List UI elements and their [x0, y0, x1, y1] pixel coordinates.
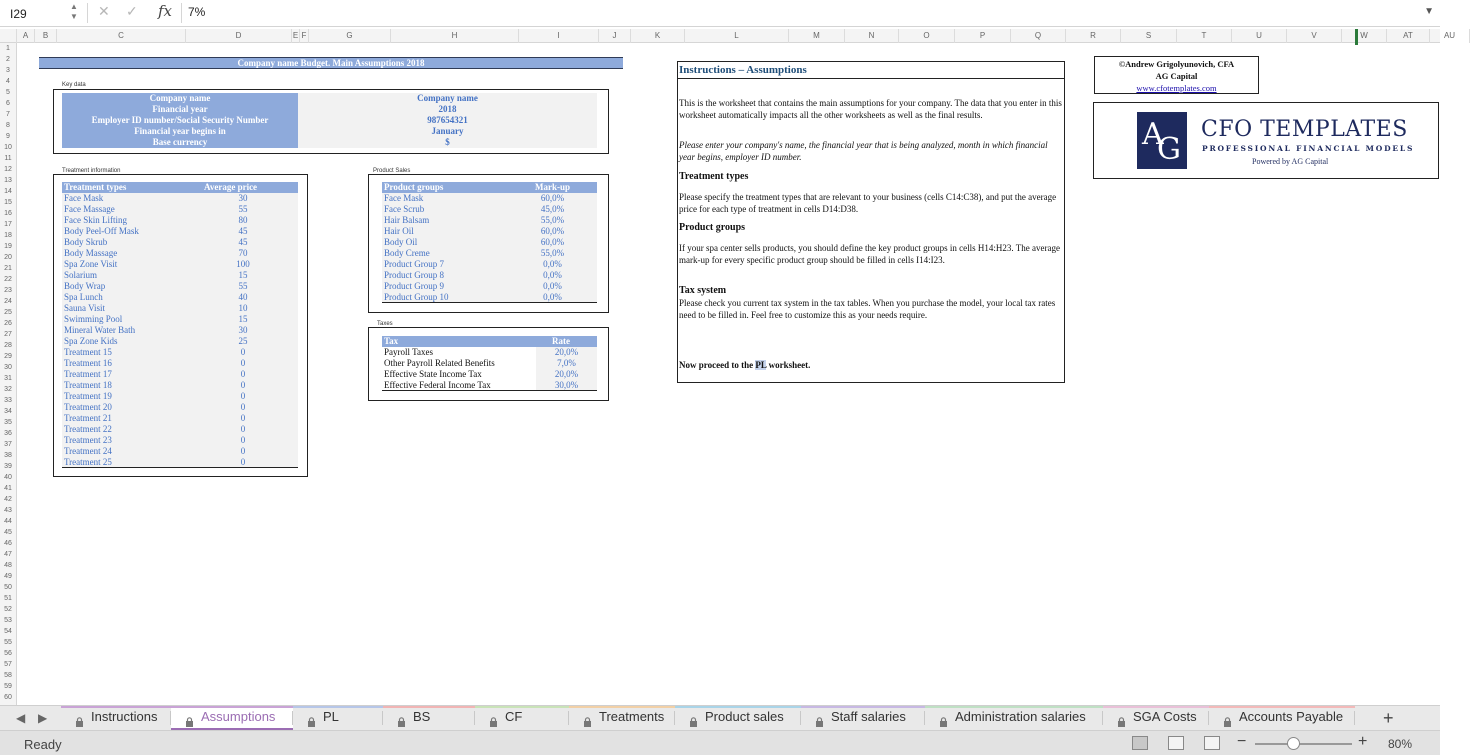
tab-prev-icon[interactable]: ◀: [16, 711, 26, 725]
tax-name-cell[interactable]: Effective State Income Tax: [384, 369, 482, 379]
col-rate: Rate: [552, 336, 570, 346]
product-markup-cell[interactable]: 0,0%: [508, 270, 597, 281]
product-group-cell[interactable]: Product Group 9: [382, 281, 508, 292]
treatment-price-cell[interactable]: 0: [188, 347, 298, 358]
column-header[interactable]: O: [899, 29, 955, 43]
row-header[interactable]: 53: [4, 617, 12, 624]
row-header[interactable]: 27: [4, 331, 12, 338]
row-header[interactable]: 7: [6, 111, 10, 118]
treatment-price-cell[interactable]: 0: [188, 391, 298, 402]
key-data-label-cell[interactable]: Company name: [62, 93, 298, 104]
treatment-price-cell[interactable]: 0: [188, 446, 298, 457]
heading-product-groups: Product groups: [679, 222, 746, 233]
zoom-slider[interactable]: [1255, 743, 1352, 745]
lock-icon: [1117, 712, 1126, 721]
treatment-type-cell[interactable]: Treatment 24: [62, 446, 188, 457]
treatment-price-cell[interactable]: 25: [188, 336, 298, 347]
treatment-price-cell[interactable]: 55: [188, 204, 298, 215]
column-headers: [0, 29, 1456, 43]
treatment-price-cell[interactable]: 0: [188, 402, 298, 413]
row-header[interactable]: 52: [4, 606, 12, 613]
row-header[interactable]: 58: [4, 672, 12, 679]
key-data-label-cell[interactable]: Financial year: [62, 104, 298, 115]
tab-color-stripe: [171, 706, 293, 708]
tax-rate-cell[interactable]: 20,0%: [536, 347, 597, 358]
row-header[interactable]: 12: [4, 166, 12, 173]
product-markup-cell[interactable]: 55,0%: [508, 248, 597, 259]
column-header[interactable]: B: [35, 29, 57, 43]
tab-label: PL: [323, 709, 339, 724]
row-header[interactable]: 16: [4, 210, 12, 217]
lock-icon: [307, 712, 316, 721]
column-header[interactable]: U: [1232, 29, 1287, 43]
product-markup-cell[interactable]: 45,0%: [508, 204, 597, 215]
row-header[interactable]: 41: [4, 485, 12, 492]
treatment-type-cell[interactable]: Treatment 19: [62, 391, 188, 402]
column-header[interactable]: F: [300, 29, 309, 43]
lock-icon: [815, 712, 824, 721]
row-header[interactable]: 35: [4, 419, 12, 426]
column-header[interactable]: R: [1066, 29, 1121, 43]
zoom-in-button[interactable]: +: [1358, 733, 1368, 750]
tax-rate-cell[interactable]: 7,0%: [536, 358, 597, 369]
taxes-label: Taxes: [377, 321, 393, 327]
tab-pl[interactable]: [293, 706, 383, 730]
sheet-title: Company name Budget. Main Assumptions 2018: [39, 57, 623, 69]
tab-accounts-payable[interactable]: [1209, 706, 1355, 730]
treatment-type-cell[interactable]: Spa Zone Visit: [62, 259, 188, 270]
treatment-price-cell[interactable]: 0: [188, 435, 298, 446]
product-group-cell[interactable]: Face Mask: [382, 193, 508, 204]
status-text: Ready: [24, 737, 62, 752]
treatment-type-cell[interactable]: Body Wrap: [62, 281, 188, 292]
product-label: Product Sales: [373, 168, 411, 174]
key-data-label-cell[interactable]: Employer ID number/Social Security Number: [62, 115, 298, 126]
tab-treatments[interactable]: [569, 706, 675, 730]
author-name: ©Andrew Grigolyunovich, CFA: [1118, 59, 1235, 69]
lock-icon: [583, 712, 592, 721]
treatment-price-cell[interactable]: 0: [188, 413, 298, 424]
row-header[interactable]: 29: [4, 353, 12, 360]
row-header[interactable]: 37: [4, 441, 12, 448]
instructions-p4: If your spa center sells products, you should define the key product groups in cells H14:H23. The average mark-up for every specific product group should be filled in cells I14:I23.: [679, 243, 1060, 265]
product-group-cell[interactable]: Face Scrub: [382, 204, 508, 215]
row-header[interactable]: 17: [4, 221, 12, 228]
row-header[interactable]: 19: [4, 243, 12, 250]
col-tax: Tax: [384, 336, 399, 346]
tab-instructions[interactable]: [61, 706, 171, 730]
heading-tax-system: Tax system: [679, 285, 727, 296]
row-header[interactable]: 1: [6, 45, 10, 52]
row-header[interactable]: 8: [6, 122, 10, 129]
tab-cf[interactable]: [475, 706, 569, 730]
column-header[interactable]: J: [599, 29, 631, 43]
tab-staff-salaries[interactable]: [801, 706, 925, 730]
tab-label: Product sales: [705, 709, 784, 724]
taxes-header: [382, 336, 597, 347]
proceed-text-end: worksheet.: [766, 360, 811, 370]
row-header[interactable]: 5: [6, 89, 10, 96]
row-header[interactable]: 25: [4, 309, 12, 316]
row-header[interactable]: 23: [4, 287, 12, 294]
instructions-p1: This is the worksheet that contains the main assumptions for your company. The data that you enter in this worksheet automatically impacts all the other worksheets as well as the final results.: [679, 98, 1062, 120]
column-header[interactable]: Q: [1011, 29, 1066, 43]
column-header[interactable]: K: [631, 29, 685, 43]
row-header[interactable]: 11: [4, 155, 12, 162]
page-layout-view-icon[interactable]: [1168, 736, 1184, 750]
tab-label: Treatments: [599, 709, 665, 724]
treatment-type-cell[interactable]: Spa Lunch: [62, 292, 188, 303]
lock-icon: [939, 712, 948, 721]
treatment-type-cell[interactable]: Body Skrub: [62, 237, 188, 248]
tab-color-stripe: [293, 706, 383, 708]
treatment-price-cell[interactable]: 30: [188, 193, 298, 204]
tab-color-stripe: [1209, 706, 1355, 708]
tab-color-stripe: [475, 706, 569, 708]
treatment-price-cell[interactable]: 0: [188, 457, 298, 468]
page-break-view-icon[interactable]: [1204, 736, 1220, 750]
row-header[interactable]: 46: [4, 540, 12, 547]
key-data-label: Key data: [62, 82, 86, 88]
column-header[interactable]: V: [1287, 29, 1342, 43]
row-header[interactable]: 49: [4, 573, 12, 580]
tab-color-stripe: [801, 706, 925, 708]
heading-treatment-types: Treatment types: [679, 171, 749, 182]
row-header[interactable]: 26: [4, 320, 12, 327]
treatment-price-cell[interactable]: 0: [188, 358, 298, 369]
treatment-price-cell[interactable]: 70: [188, 248, 298, 259]
column-header[interactable]: N: [845, 29, 899, 43]
row-header[interactable]: 60: [4, 694, 12, 701]
treatment-type-cell[interactable]: Treatment 22: [62, 424, 188, 435]
col-treatment-types: Treatment types: [64, 182, 127, 192]
treatment-type-cell[interactable]: Face Skin Lifting: [62, 215, 188, 226]
row-header[interactable]: 50: [4, 584, 12, 591]
treatment-type-cell[interactable]: Solarium: [62, 270, 188, 281]
formula-bar: [0, 0, 1440, 27]
divider: [181, 3, 182, 23]
tab-separator: [1354, 711, 1355, 725]
column-header[interactable]: D: [186, 29, 292, 43]
treatment-type-cell[interactable]: Body Peel-Off Mask: [62, 226, 188, 237]
treatment-type-cell[interactable]: Spa Zone Kids: [62, 336, 188, 347]
treatment-label: Treatment information: [62, 168, 121, 174]
treatment-price-cell[interactable]: 15: [188, 270, 298, 281]
treatment-price-cell[interactable]: 55: [188, 281, 298, 292]
tab-color-stripe: [1103, 706, 1209, 708]
column-header[interactable]: C: [57, 29, 186, 43]
tab-label: BS: [413, 709, 431, 724]
col-product-groups: Product groups: [384, 182, 444, 192]
row-header[interactable]: 21: [4, 265, 12, 272]
treatment-header: [62, 182, 298, 193]
tab-bs[interactable]: [383, 706, 475, 730]
key-data-value-cell[interactable]: Company name: [298, 93, 597, 104]
product-markup-cell[interactable]: 60,0%: [508, 237, 597, 248]
tab-next-icon[interactable]: ▶: [38, 711, 48, 725]
proceed-line: [679, 359, 1063, 371]
tab-label: Staff salaries: [831, 709, 906, 724]
key-data-value-cell[interactable]: 987654321: [298, 115, 597, 126]
logo-title: CFO TEMPLATES: [1201, 117, 1408, 142]
row-header[interactable]: 43: [4, 507, 12, 514]
treatment-type-cell[interactable]: Treatment 20: [62, 402, 188, 413]
row-header[interactable]: 40: [4, 474, 12, 481]
tab-label: Instructions: [91, 709, 158, 724]
row-header[interactable]: 20: [4, 254, 12, 261]
row-header[interactable]: 51: [4, 595, 12, 602]
tab-label: Administration salaries: [955, 709, 1086, 724]
treatment-type-cell[interactable]: Treatment 23: [62, 435, 188, 446]
tab-product-sales[interactable]: [675, 706, 801, 730]
name-box-stepper-icon[interactable]: ▲ ▼: [70, 2, 78, 21]
row-header[interactable]: 22: [4, 276, 12, 283]
treatment-type-cell[interactable]: Sauna Visit: [62, 303, 188, 314]
tab-color-stripe: [383, 706, 475, 708]
row-header[interactable]: 33: [4, 397, 12, 404]
product-header: [382, 182, 597, 193]
row-header[interactable]: 34: [4, 408, 12, 415]
tax-rate-cell[interactable]: 30,0%: [536, 380, 597, 391]
fx-icon[interactable]: fx: [158, 2, 173, 20]
treatment-price-cell[interactable]: 30: [188, 325, 298, 336]
treatment-price-cell[interactable]: 100: [188, 259, 298, 270]
product-markup-cell[interactable]: 60,0%: [508, 226, 597, 237]
tab-color-stripe: [569, 706, 675, 708]
tab-color-stripe: [61, 706, 171, 708]
tax-name-cell[interactable]: Payroll Taxes: [384, 347, 433, 357]
logo-subtitle: PROFESSIONAL FINANCIAL MODELS: [1202, 144, 1415, 153]
key-data-value-cell[interactable]: January: [298, 126, 597, 137]
sheet-tab-bar: [0, 705, 1440, 730]
row-header[interactable]: 59: [4, 683, 12, 690]
tax-name-cell[interactable]: Effective Federal Income Tax: [382, 380, 536, 391]
row-header[interactable]: 24: [4, 298, 12, 305]
logo-powered-by: Powered by AG Capital: [1252, 157, 1329, 166]
row-header[interactable]: 28: [4, 342, 12, 349]
lock-icon: [1223, 712, 1232, 721]
key-data-value-cell[interactable]: $: [298, 137, 597, 148]
instructions-box: [677, 61, 1065, 383]
row-header[interactable]: 18: [4, 232, 12, 239]
column-header[interactable]: L: [685, 29, 789, 43]
logo-letter-a: A: [1142, 117, 1164, 152]
row-header[interactable]: 15: [4, 199, 12, 206]
row-header[interactable]: 4: [6, 78, 10, 85]
website-link[interactable]: www.cfotemplates.com: [1136, 83, 1217, 93]
key-data-label-cell[interactable]: Financial year begins in: [62, 126, 298, 137]
row-header[interactable]: 57: [4, 661, 12, 668]
treatment-type-cell[interactable]: Treatment 18: [62, 380, 188, 391]
column-header[interactable]: E: [292, 29, 300, 43]
status-bar: [0, 730, 1440, 755]
treatment-type-cell[interactable]: Face Mask: [62, 193, 188, 204]
treatment-type-cell[interactable]: Treatment 25: [62, 457, 188, 468]
product-markup-cell[interactable]: 0,0%: [508, 292, 597, 303]
column-header[interactable]: W: [1342, 29, 1387, 43]
key-data-label-cell[interactable]: Base currency: [62, 137, 298, 148]
row-header[interactable]: 45: [4, 529, 12, 536]
treatment-price-cell[interactable]: 0: [188, 380, 298, 391]
col-markup: Mark-up: [535, 182, 571, 192]
row-header[interactable]: 47: [4, 551, 12, 558]
treatment-price-cell[interactable]: 0: [188, 369, 298, 380]
zoom-slider-thumb[interactable]: [1287, 737, 1300, 750]
divider: [678, 78, 1064, 79]
row-header[interactable]: 48: [4, 562, 12, 569]
tab-label: CF: [505, 709, 523, 724]
product-group-cell[interactable]: Product Group 10: [382, 292, 508, 303]
normal-view-icon[interactable]: [1132, 736, 1148, 750]
row-header[interactable]: 10: [4, 144, 12, 151]
column-header[interactable]: AU: [1430, 29, 1470, 43]
zoom-out-button[interactable]: −: [1237, 733, 1247, 750]
treatment-type-cell[interactable]: Treatment 16: [62, 358, 188, 369]
lock-icon: [185, 712, 194, 721]
product-markup-cell[interactable]: 60,0%: [508, 193, 597, 204]
treatment-type-cell[interactable]: Swimming Pool: [62, 314, 188, 325]
row-header[interactable]: 44: [4, 518, 12, 525]
tax-name-cell[interactable]: Other Payroll Related Benefits: [384, 358, 495, 368]
treatment-price-cell[interactable]: 15: [188, 314, 298, 325]
column-header[interactable]: H: [391, 29, 519, 43]
instructions-p2: Please enter your company's name, the financial year that is being analyzed, month in which financial year begins, employer ID number.: [679, 140, 1048, 162]
tab-label: Assumptions: [201, 709, 276, 724]
row-header[interactable]: 31: [4, 375, 12, 382]
company-name: AG Capital: [1155, 71, 1198, 81]
tab-color-stripe: [675, 706, 801, 708]
treatment-type-cell[interactable]: Mineral Water Bath: [62, 325, 188, 336]
instructions-title: Instructions – Assumptions: [679, 64, 807, 76]
lock-icon: [75, 712, 84, 721]
row-header[interactable]: 6: [6, 100, 10, 107]
lock-icon: [689, 712, 698, 721]
zoom-level[interactable]: 80%: [1388, 737, 1413, 751]
treatment-price-cell[interactable]: 80: [188, 215, 298, 226]
logo-letter-g: G: [1157, 132, 1181, 167]
col-average-price: Average price: [204, 182, 258, 192]
proceed-text: Now proceed to the: [679, 360, 756, 370]
row-header[interactable]: 36: [4, 430, 12, 437]
row-header[interactable]: 2: [6, 56, 10, 63]
product-group-cell[interactable]: Product Group 7: [382, 259, 508, 270]
column-header[interactable]: P: [955, 29, 1011, 43]
row-header[interactable]: 56: [4, 650, 12, 657]
instructions-p3: Please specify the treatment types that are relevant to your business (cells C14:C38), and put the average price for each type of treatment in cells D14:D38.: [679, 192, 1057, 214]
product-group-cell[interactable]: Hair Balsam: [382, 215, 508, 226]
row-header[interactable]: 30: [4, 364, 12, 371]
name-box[interactable]: I29: [5, 4, 83, 23]
treatment-price-cell[interactable]: 0: [188, 424, 298, 435]
product-markup-cell[interactable]: 0,0%: [508, 259, 597, 270]
add-sheet-button[interactable]: +: [1383, 708, 1394, 728]
product-group-cell[interactable]: Body Creme: [382, 248, 508, 259]
credit-box: [1094, 56, 1259, 94]
column-header[interactable]: M: [789, 29, 845, 43]
row-header[interactable]: 38: [4, 452, 12, 459]
row-headers: [0, 43, 17, 705]
column-header[interactable]: A: [17, 29, 35, 43]
enter-icon[interactable]: ✓: [126, 3, 138, 19]
cancel-icon[interactable]: ✕: [98, 3, 110, 19]
tax-rate-cell[interactable]: 20,0%: [536, 369, 597, 380]
logo-box: [1093, 102, 1439, 179]
column-header[interactable]: G: [309, 29, 391, 43]
product-group-cell[interactable]: Hair Oil: [382, 226, 508, 237]
key-data-value-cell[interactable]: 2018: [298, 104, 597, 115]
treatment-type-cell[interactable]: Treatment 15: [62, 347, 188, 358]
tab-sga-costs[interactable]: [1103, 706, 1209, 730]
column-header[interactable]: S: [1121, 29, 1177, 43]
tab-assumptions[interactable]: [171, 706, 293, 730]
treatment-type-cell[interactable]: Treatment 17: [62, 369, 188, 380]
divider: [87, 3, 88, 23]
instructions-p5: Please check you current tax system in the tax tables. When you purchase the model, your local tax rates need to be filled in. Feel free to customize this as your needs require.: [679, 298, 1056, 320]
tab-label: Accounts Payable: [1239, 709, 1344, 724]
treatment-price-cell[interactable]: 45: [188, 237, 298, 248]
treatment-price-cell[interactable]: 40: [188, 292, 298, 303]
chevron-down-icon[interactable]: ▼: [1424, 6, 1434, 17]
row-header[interactable]: 9: [6, 133, 10, 140]
treatment-type-cell[interactable]: Face Massage: [62, 204, 188, 215]
product-markup-cell[interactable]: 0,0%: [508, 281, 597, 292]
ag-logo-mark: [1137, 112, 1187, 169]
tab-label: SGA Costs: [1133, 709, 1197, 724]
treatment-price-cell[interactable]: 45: [188, 226, 298, 237]
product-group-cell[interactable]: Product Group 8: [382, 270, 508, 281]
treatment-type-cell[interactable]: Body Massage: [62, 248, 188, 259]
row-header[interactable]: 32: [4, 386, 12, 393]
row-header[interactable]: 55: [4, 639, 12, 646]
pl-link[interactable]: PL: [755, 360, 767, 370]
column-header[interactable]: AT: [1387, 29, 1430, 43]
tab-administration-salaries[interactable]: [925, 706, 1103, 730]
row-header[interactable]: 39: [4, 463, 12, 470]
sheet-grid[interactable]: [18, 43, 1440, 705]
row-header[interactable]: 13: [4, 177, 12, 184]
row-header[interactable]: 3: [6, 67, 10, 74]
row-header[interactable]: 42: [4, 496, 12, 503]
treatment-type-cell[interactable]: Treatment 21: [62, 413, 188, 424]
row-header[interactable]: 14: [4, 188, 12, 195]
column-header[interactable]: I: [519, 29, 599, 43]
row-header[interactable]: 54: [4, 628, 12, 635]
column-header[interactable]: T: [1177, 29, 1232, 43]
lock-icon: [397, 712, 406, 721]
lock-icon: [489, 712, 498, 721]
formula-input[interactable]: 7%: [188, 5, 206, 19]
tab-color-stripe: [925, 706, 1103, 708]
treatment-price-cell[interactable]: 10: [188, 303, 298, 314]
product-markup-cell[interactable]: 55,0%: [508, 215, 597, 226]
select-all-corner[interactable]: [0, 29, 17, 43]
product-group-cell[interactable]: Body Oil: [382, 237, 508, 248]
